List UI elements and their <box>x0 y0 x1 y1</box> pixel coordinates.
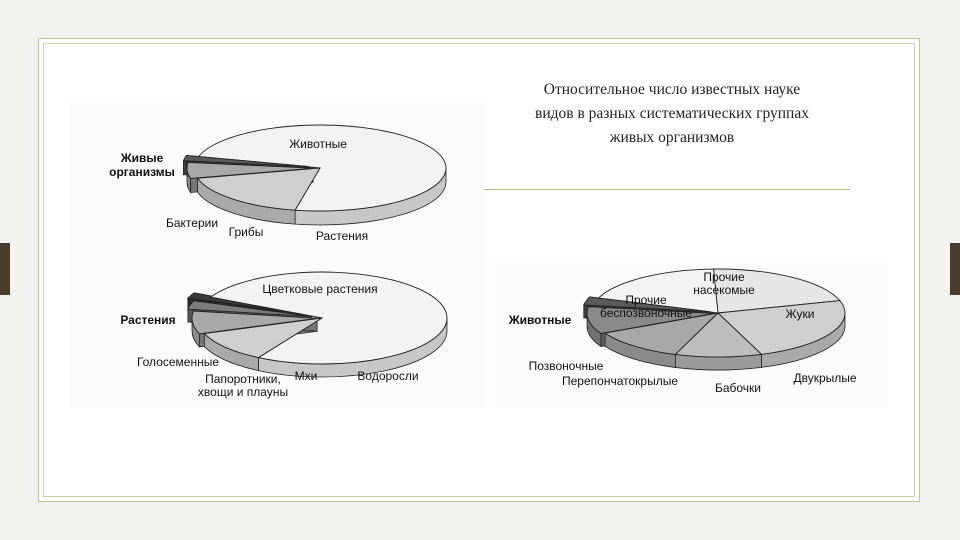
pie2-title <box>508 313 572 327</box>
pie2-label-1-line-0: Жуки <box>785 307 815 321</box>
pie0-label-3 <box>166 216 218 230</box>
pie2-label-4-line-0: Перепончатокрылые <box>562 374 678 388</box>
pie2-label-5 <box>529 359 604 373</box>
pie2-label-2-line-0: Двукрылые <box>793 371 857 385</box>
pie2-label-1 <box>786 307 815 321</box>
slide-title-line-2: видов в разных систематических группах <box>535 105 809 122</box>
pie0-label-3-line-0: Бактерии <box>165 216 219 230</box>
pie0-label-1-line-0: Растения <box>315 229 369 243</box>
pie2-label-2 <box>793 371 856 385</box>
pie0-label-0-line-0: Животные <box>289 137 347 151</box>
pie2-label-3-line-0: Бабочки <box>714 381 762 395</box>
pie0-label-1 <box>316 229 368 243</box>
pie1-label-1 <box>357 369 418 383</box>
pie0-title-line-1: организмы <box>109 165 175 179</box>
pie1-label-0-line-0: Цветковые растения <box>262 282 378 296</box>
pie1-label-4 <box>137 355 219 369</box>
pie0-label-2-line-0: Грибы <box>228 225 264 239</box>
pie1-label-1-line-0: Водоросли <box>357 369 419 383</box>
pie1-label-0 <box>262 282 377 296</box>
pie0-title <box>109 151 175 179</box>
pie2-label-3 <box>715 381 761 395</box>
slide-title-line-1: Относительное число известных науке <box>543 81 801 98</box>
pie2-label-6-line-1: беспозвоночные <box>599 306 693 320</box>
pie0-label-2 <box>229 225 264 239</box>
slide-title-line-3: живых организмов <box>609 129 735 146</box>
pie1-label-3 <box>198 372 288 399</box>
pie2-label-0-line-0: Прочие <box>703 270 745 284</box>
pie1-label-3-line-1: хвощи и плауны <box>197 385 289 399</box>
pie0-title-line-0: Живые <box>120 151 164 165</box>
pie1-title-line-0: Растения <box>120 313 176 327</box>
pie2-label-6-line-0: Прочие <box>625 293 667 307</box>
pie1-label-4-line-0: Голосеменные <box>136 355 220 369</box>
pie2-title-line-0: Животные <box>508 313 572 327</box>
pie2-label-4 <box>562 374 678 388</box>
pie1-title <box>120 313 175 327</box>
pie1-label-2-line-0: Мхи <box>294 369 318 383</box>
pie0-label-0 <box>289 137 347 151</box>
pie2-label-0-line-1: насекомые <box>693 283 755 297</box>
pie1-label-2 <box>295 369 318 383</box>
pie2-label-5-line-0: Позвоночные <box>528 359 604 373</box>
pie1-label-3-line-0: Папоротники, <box>205 372 281 386</box>
